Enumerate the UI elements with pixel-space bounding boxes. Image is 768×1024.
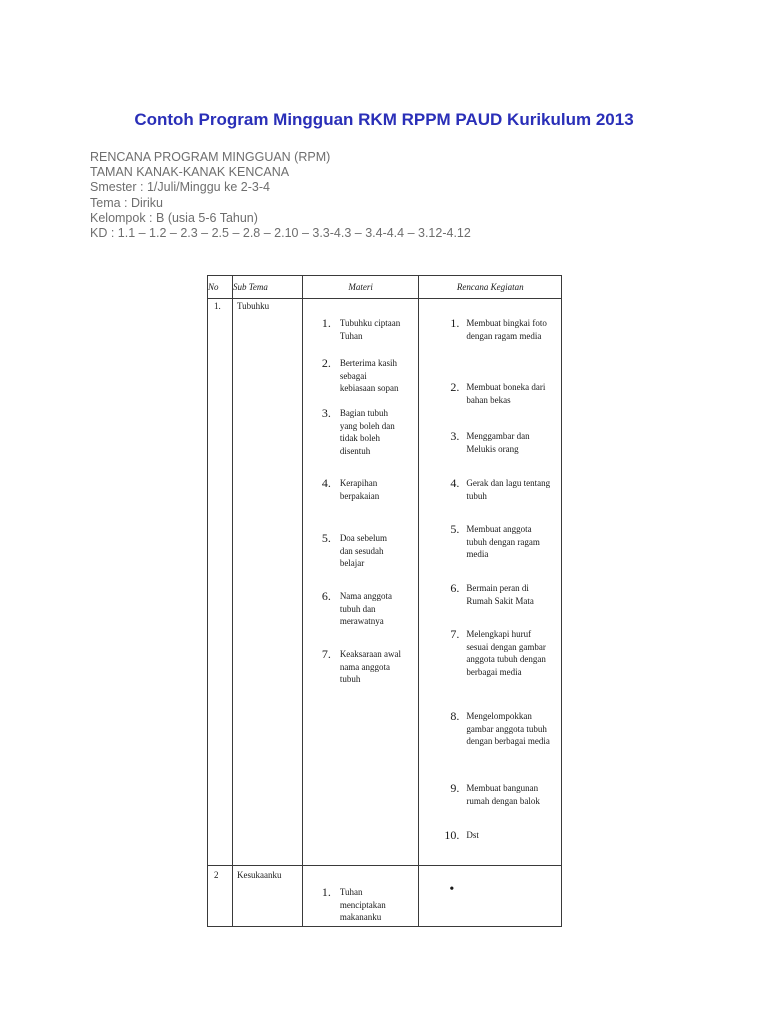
list-item-number: 9. (450, 781, 460, 795)
list-item-text: Membuat bangunan rumah dengan balok (466, 783, 540, 806)
program-table (207, 275, 562, 927)
header-rencana-kegiatan: Rencana Kegiatan (419, 276, 562, 299)
list-item (419, 523, 552, 561)
bullet-icon: • (449, 882, 455, 897)
list-item-number: 7. (321, 647, 331, 661)
list-item-text: Membuat boneka dari bahan bekas (466, 382, 546, 405)
list-item-text: Tuhan menciptakan makananku (339, 887, 386, 922)
list-item-number: 5. (450, 522, 460, 536)
list-item-number: 3. (450, 429, 460, 443)
row-no: 2 (208, 866, 233, 927)
list-item-text: Kerapihan berpakaian (339, 478, 380, 501)
list-item (303, 590, 402, 628)
list-item-number: 6. (450, 581, 460, 595)
list-item (303, 317, 402, 342)
table-header-row (208, 276, 562, 299)
list-item-number: 4. (450, 476, 460, 490)
list-item-number: 1. (321, 885, 331, 899)
list-item-text: Membuat anggota tubuh dengan ragam media (466, 524, 540, 559)
list-item-number: 5. (321, 531, 331, 545)
list-item (303, 886, 402, 924)
list-item (419, 430, 552, 455)
meta-kd: KD : 1.1 – 1.2 – 2.3 – 2.5 – 2.8 – 2.10 – 3.3-4.3 – 3.4-4.4 – 3.12-4.12 (90, 226, 471, 241)
list-item (419, 710, 552, 748)
list-item (419, 477, 552, 502)
row-no: 1. (208, 299, 233, 866)
list-item-text: Tubuhku ciptaan Tuhan (339, 318, 401, 341)
list-item-number: 1. (450, 316, 460, 330)
list-item-text: Melengkapi huruf sesuai dengan gambar anggota tubuh dengan berbagai media (466, 629, 546, 677)
meta-school: TAMAN KANAK-KANAK KENCANA (90, 165, 290, 180)
list-item-text: Dst (466, 830, 479, 840)
meta-semester: Smester : 1/Juli/Minggu ke 2-3-4 (90, 180, 270, 195)
list-item-text: Membuat bingkai foto dengan ragam media (466, 318, 547, 341)
list-item-text: Berterima kasih sebagai kebiasaan sopan (339, 358, 399, 393)
list-item-number: 8. (450, 709, 460, 723)
list-item (303, 357, 402, 395)
list-item-text: Bagian tubuh yang boleh dan tidak boleh disentuh (339, 408, 395, 456)
list-item (419, 628, 552, 678)
list-item-number: 4. (321, 476, 331, 490)
list-item-text: Keaksaraan awal nama anggota tubuh (339, 649, 402, 684)
meta-group: Kelompok : B (usia 5-6 Tahun) (90, 210, 258, 225)
list-item (303, 648, 402, 686)
list-item (419, 829, 552, 842)
table-row (208, 866, 562, 927)
list-item-number: 6. (321, 589, 331, 603)
list-item-number: 7. (450, 627, 460, 641)
materi-list (303, 866, 419, 926)
kegiatan-list (419, 299, 561, 865)
table-row (208, 299, 562, 866)
list-item-text: Gerak dan lagu tentang tubuh (466, 478, 551, 501)
program-meta (90, 150, 471, 241)
list-item (419, 582, 552, 607)
list-item-text: Menggambar dan Melukis orang (466, 431, 530, 454)
page-title: Contoh Program Mingguan RKM RPPM PAUD Kurikulum 2013 (134, 110, 634, 129)
list-item (303, 407, 402, 457)
list-item (419, 317, 552, 342)
meta-theme: Tema : Diriku (90, 195, 163, 210)
row-sub-tema: Kesukaanku (232, 866, 302, 927)
meta-rpm: RENCANA PROGRAM MINGGUAN (RPM) (90, 150, 331, 164)
header-no: No (208, 276, 233, 299)
list-item (303, 477, 402, 502)
list-item-text: Nama anggota tubuh dan merawatnya (339, 591, 393, 626)
list-item-text: Doa sebelum dan sesudah belajar (339, 533, 388, 568)
list-item-number: 3. (321, 406, 331, 420)
list-item-number: 2. (321, 356, 331, 370)
materi-list (303, 299, 419, 865)
list-item-text: Bermain peran di Rumah Sakit Mata (466, 583, 534, 606)
list-item-number: 2. (450, 380, 460, 394)
list-item (419, 782, 552, 807)
list-item (419, 381, 552, 406)
list-item-number: 10. (444, 828, 460, 842)
row-sub-tema: Tubuhku (232, 299, 302, 866)
header-sub-tema: Sub Tema (232, 276, 302, 299)
list-item-text: Mengelompokkan gambar anggota tubuh dengan berbagai media (466, 711, 550, 746)
header-materi: Materi (302, 276, 419, 299)
list-item-number: 1. (321, 316, 331, 330)
list-item (303, 532, 402, 570)
